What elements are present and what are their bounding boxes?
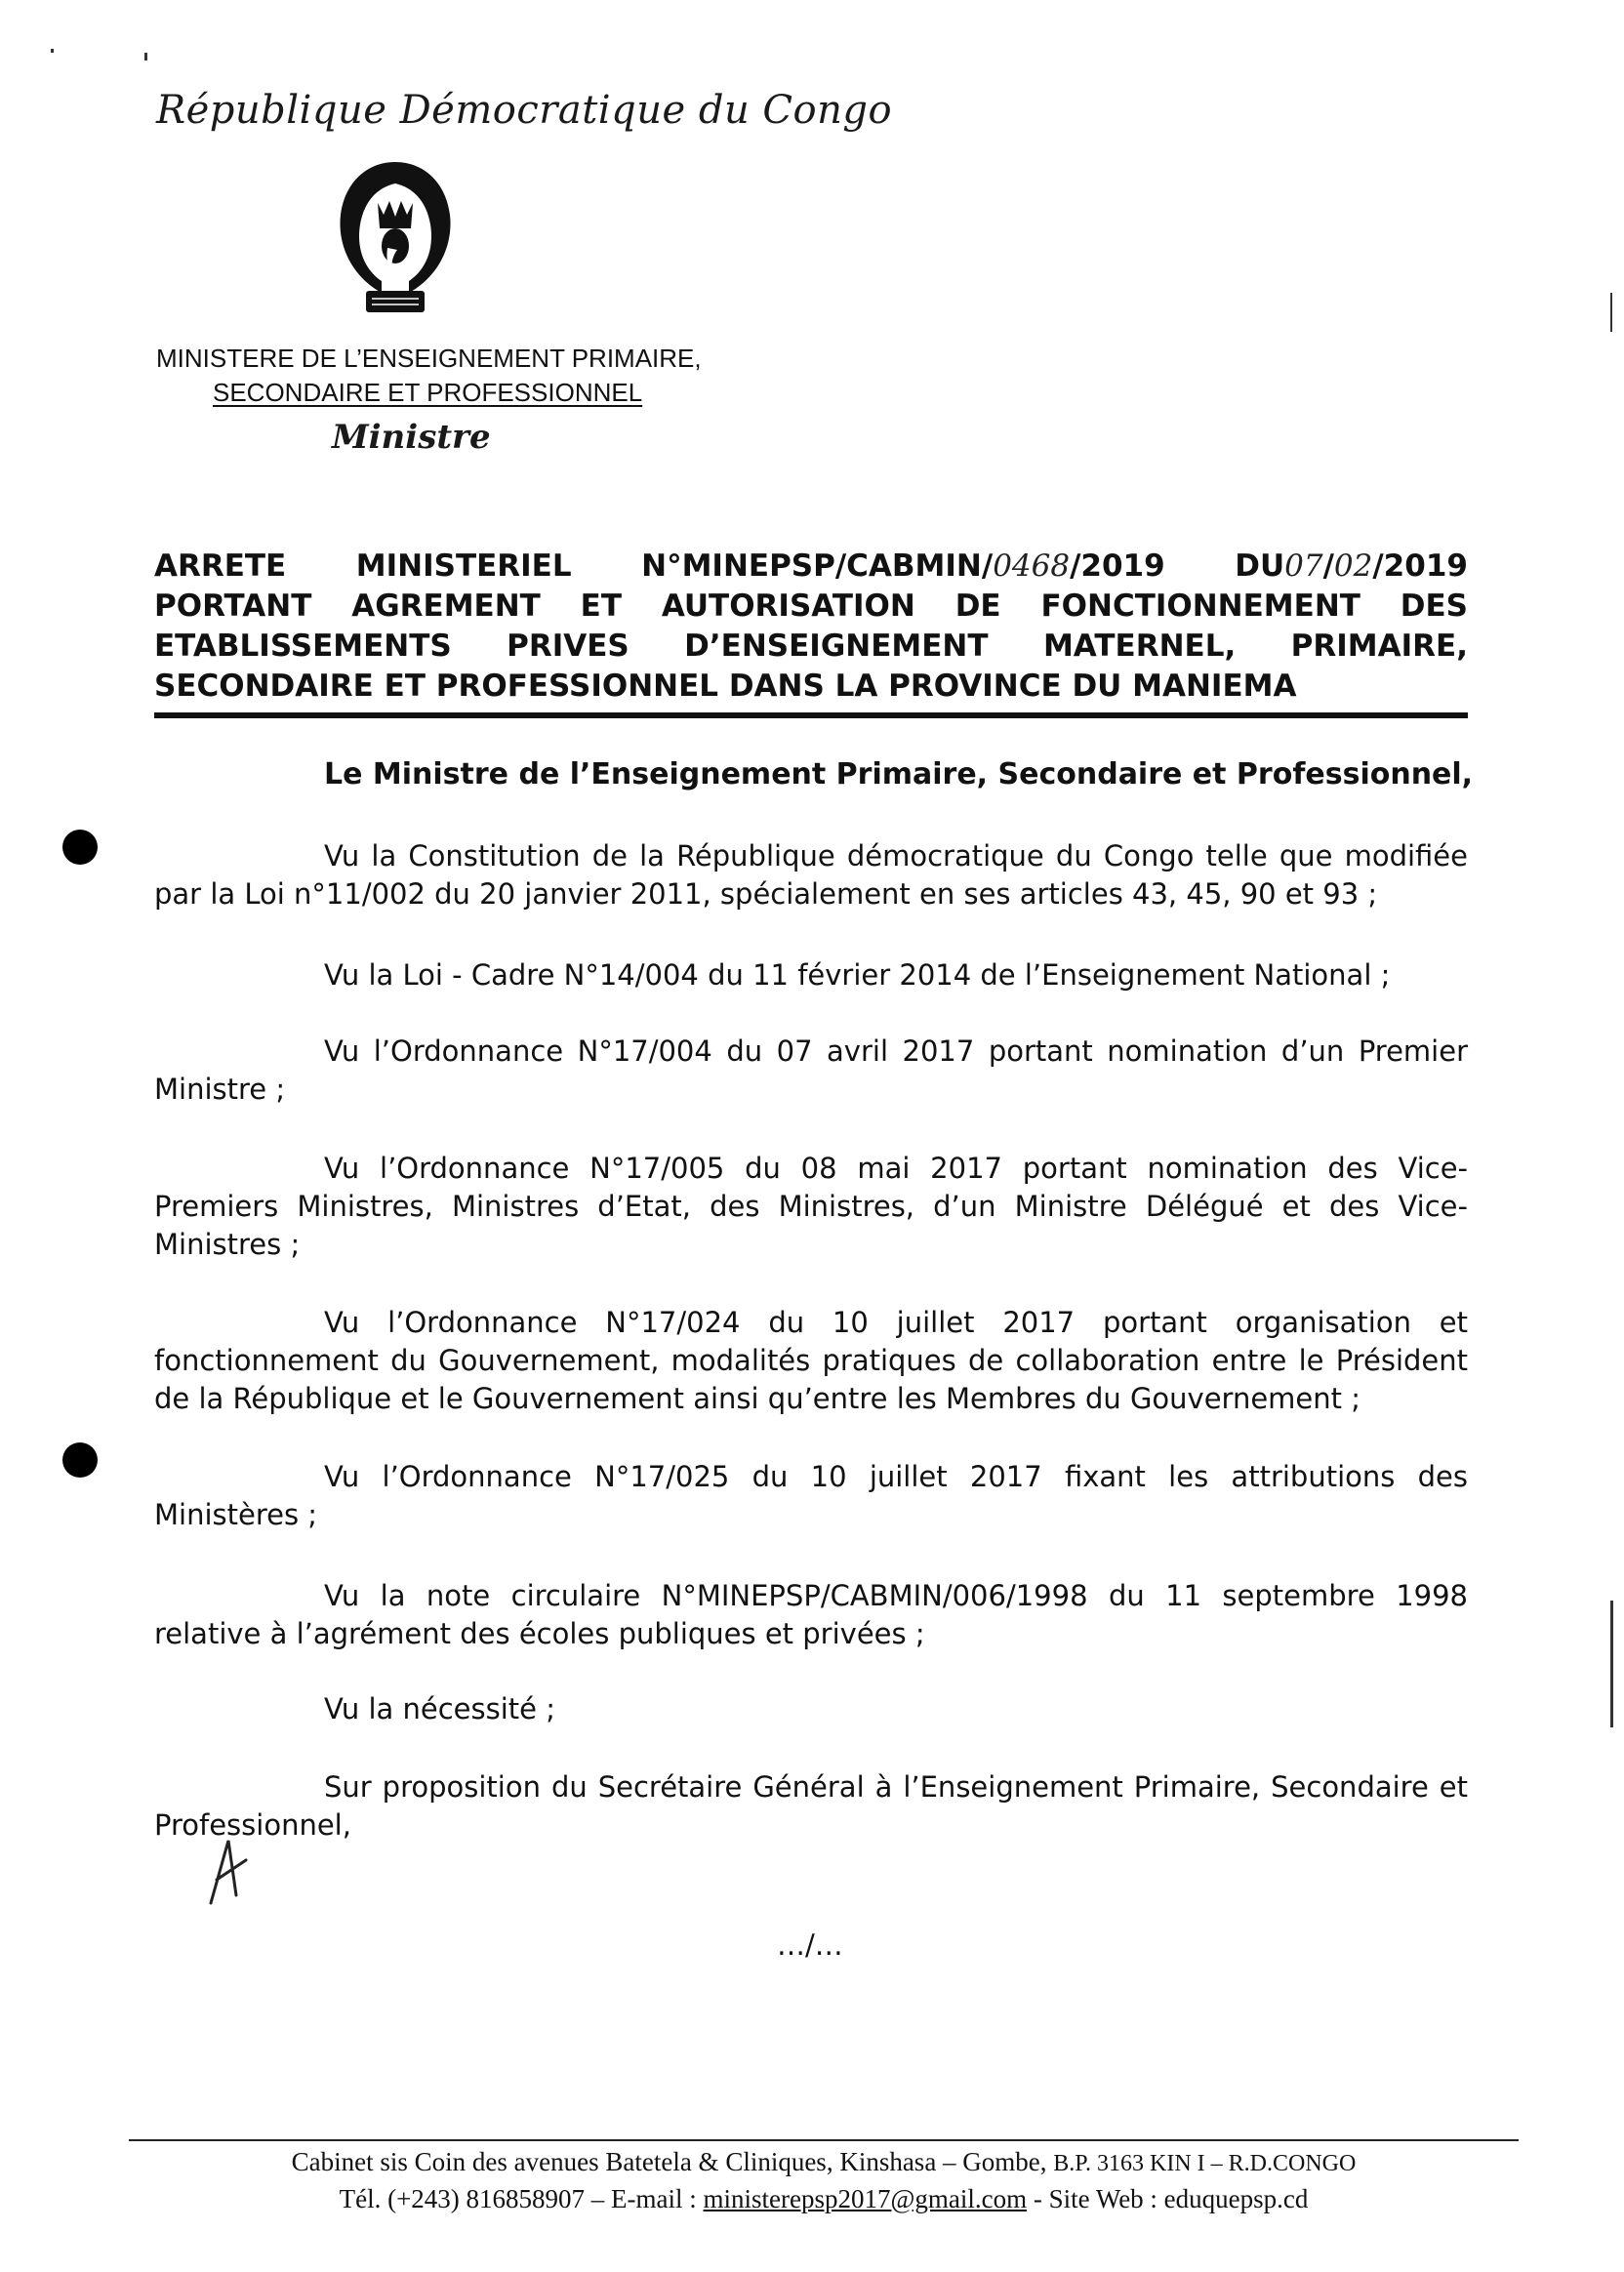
coat-of-arms-emblem	[327, 154, 464, 325]
scan-edge-mark	[1610, 1601, 1613, 1727]
punch-hole-mark	[62, 830, 98, 865]
title-word: DE	[954, 588, 1001, 624]
title-word: ETABLISSEMENTS	[154, 629, 452, 664]
title-word: PORTANT	[154, 588, 312, 624]
title-word: AGREMENT	[351, 588, 541, 624]
email-link[interactable]: ministerepsp2017@gmail.com	[703, 2184, 1028, 2213]
handwritten-number: 0468	[993, 548, 1071, 584]
title-line-4: SECONDAIRE ET PROFESSIONNEL DANS LA PROVINCE DU MANIEMA	[154, 669, 1297, 704]
title-line-2	[154, 587, 1468, 627]
ministry-name-line2: SECONDAIRE ET PROFESSIONNEL	[213, 378, 643, 407]
office-title: Ministre	[332, 418, 491, 457]
decree-title	[154, 547, 1468, 707]
title-line-1	[154, 547, 1468, 587]
title-word: DES	[1400, 588, 1468, 624]
scan-edge-mark	[1610, 293, 1612, 332]
decree-number: N°MINEPSP/CABMIN/0468/2019	[641, 548, 1165, 584]
title-underline-rule	[154, 712, 1468, 718]
country-name: République Démocratique du Congo	[156, 88, 893, 133]
footer-rule	[129, 2139, 1519, 2141]
page-continuation-mark: …/…	[777, 1928, 843, 1962]
title-word: MINISTERIEL	[355, 548, 572, 584]
scan-mark	[144, 53, 147, 61]
decree-date: DU07/02/2019	[1235, 548, 1468, 584]
footer-address: Cabinet sis Coin des avenues Batetela & Cliniques, Kinshasa – Gombe, B.P. 3163 KIN I – R.D.CONGO	[291, 2147, 1357, 2176]
title-word: PRIMAIRE,	[1290, 629, 1468, 664]
punch-hole-mark	[62, 1442, 98, 1478]
title-line-3	[154, 627, 1468, 667]
recital-paragraph: Vu l’Ordonnance N°17/004 du 07 avril 2017 portant nomination d’un Premier Ministre ;	[154, 1035, 1468, 1106]
title-word: PRIVES	[507, 629, 629, 664]
handwritten-day: 07	[1284, 548, 1323, 584]
footer-contact: Tél. (+243) 816858907 – E-mail : ministerepsp2017@gmail.com - Site Web : eduquepsp.cd	[339, 2184, 1309, 2213]
recital-paragraph: Vu l’Ordonnance N°17/025 du 10 juillet 2017 fixant les attributions des Ministères ;	[154, 1460, 1468, 1531]
recital-paragraph: Vu l’Ordonnance N°17/005 du 08 mai 2017 portant nomination des Vice-Premiers Ministres, Ministres d’Etat, des Ministres, d’un Ministre Délégué et des Vice-Ministres ;	[154, 1152, 1468, 1261]
ministry-name-line1: MINISTERE DE L’ENSEIGNEMENT PRIMAIRE,	[156, 344, 702, 373]
title-word: MATERNEL,	[1042, 629, 1237, 664]
scan-mark	[51, 49, 54, 53]
handwritten-month: 02	[1333, 548, 1373, 584]
recital-paragraph: Vu la note circulaire N°MINEPSP/CABMIN/006/1998 du 11 septembre 1998 relative à l’agrément des écoles publiques et privées ;	[154, 1579, 1468, 1650]
recital-paragraph: Vu la nécessité ;	[324, 1692, 555, 1725]
recital-paragraph: Sur proposition du Secrétaire Général à l’Enseignement Primaire, Secondaire et Professionnel,	[154, 1770, 1468, 1842]
title-word: ARRETE	[154, 548, 287, 584]
handwritten-initial	[203, 1831, 262, 1909]
title-word: FONCTIONNEMENT	[1040, 588, 1360, 624]
title-word: AUTORISATION	[661, 588, 915, 624]
title-word: D’ENSEIGNEMENT	[684, 629, 989, 664]
recital-paragraph: Vu la Loi - Cadre N°14/004 du 11 février 2014 de l’Enseignement National ;	[324, 958, 1391, 992]
recital-paragraph: Vu la Constitution de la République démocratique du Congo telle que modifiée par la Loi n°11/002 du 20 janvier 2011, spécialement en ses articles 43, 45, 90 et 93 ;	[154, 839, 1468, 911]
title-word: ET	[580, 588, 622, 624]
recital-paragraph: Vu l’Ordonnance N°17/024 du 10 juillet 2017 portant organisation et fonctionnement du Gouvernement, modalités pratiques de collaboration entre le Président de la République et le Gouvernement ainsi qu’entre les Membres du Gouvernement ;	[154, 1306, 1468, 1415]
minister-heading: Le Ministre de l’Enseignement Primaire, Secondaire et Professionnel,	[324, 757, 1474, 791]
